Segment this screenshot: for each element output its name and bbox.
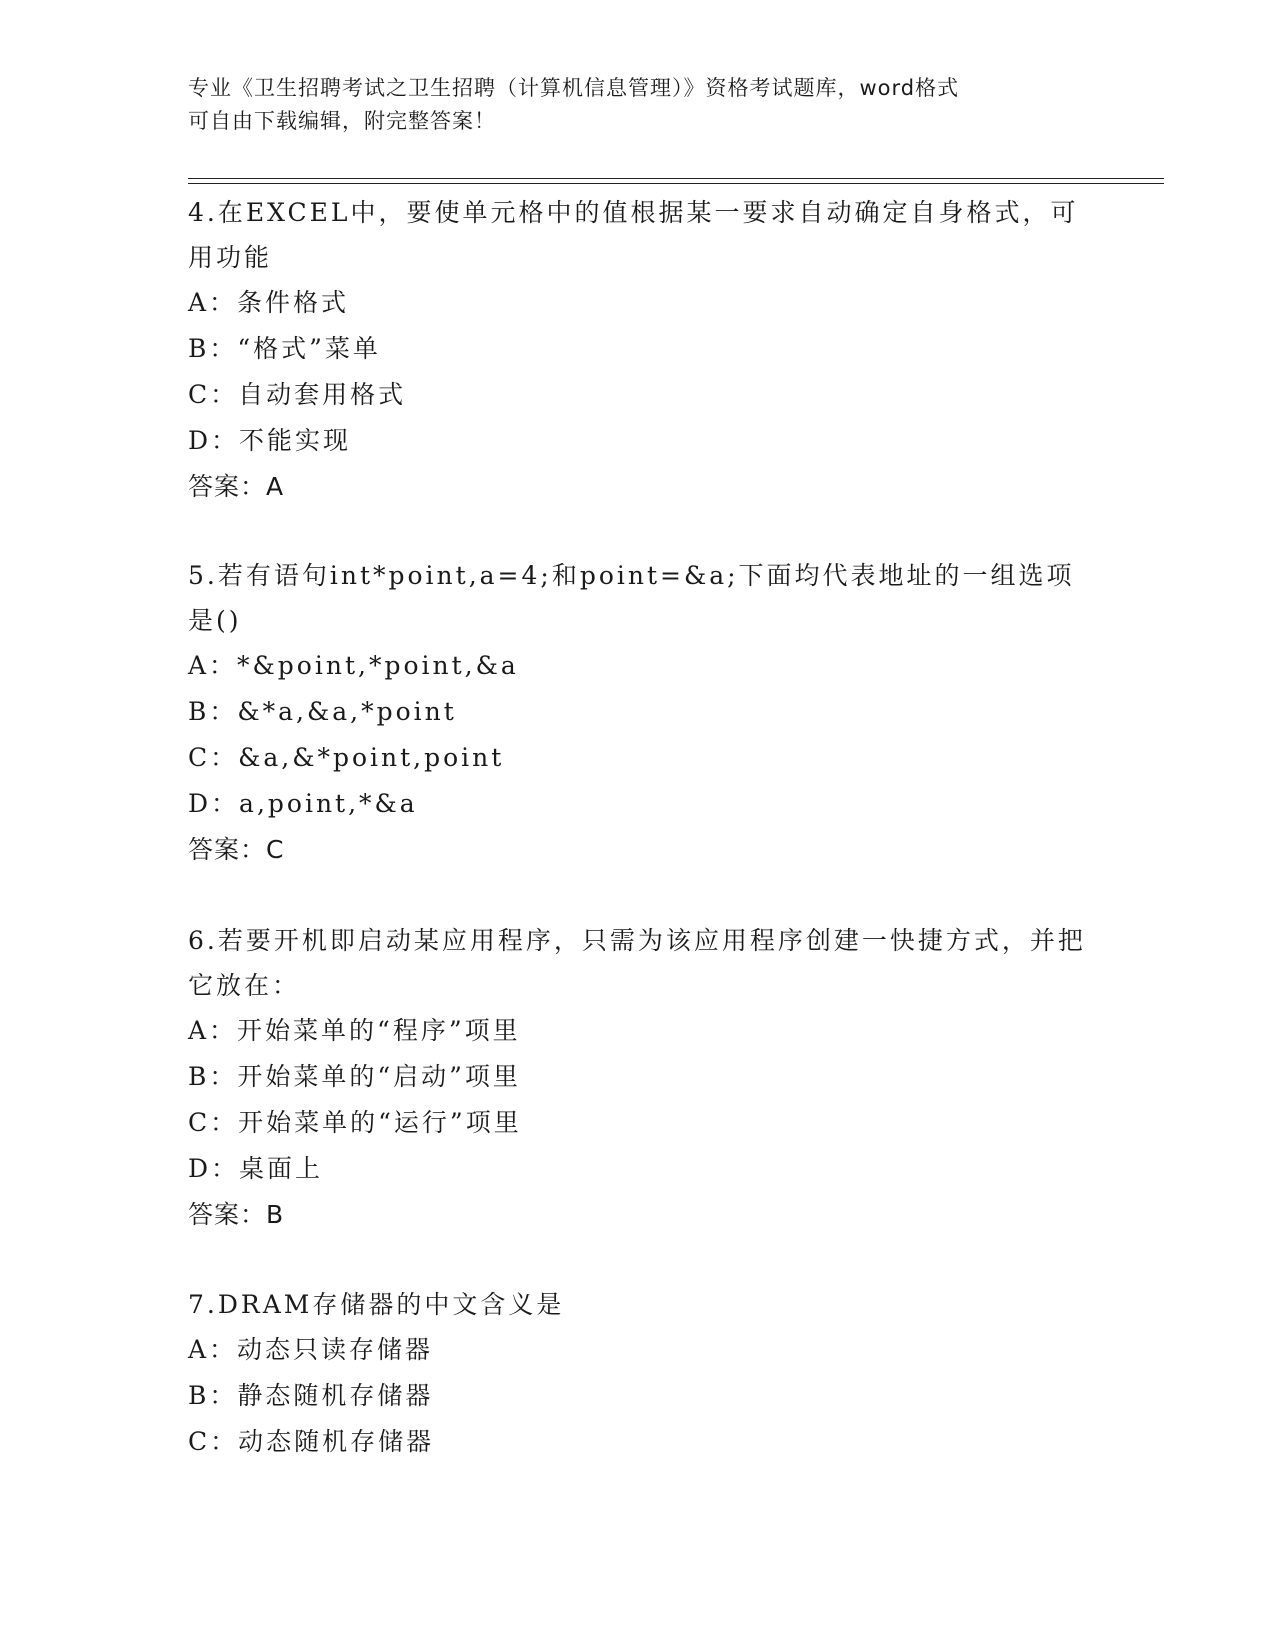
option-d: D：不能实现 — [188, 426, 352, 455]
question-stem: 6.若要开机即启动某应用程序，只需为该应用程序创建一快捷方式，并把它放在： — [188, 926, 1086, 1000]
answer-line: 答案：B — [188, 1200, 285, 1229]
question-6 — [188, 918, 1088, 1237]
document-header — [188, 72, 1088, 138]
option-c: C：开始菜单的“运行”项里 — [188, 1108, 522, 1137]
option-d: D：桌面上 — [188, 1154, 324, 1183]
header-line-1: 专业《卫生招聘考试之卫生招聘（计算机信息管理）》资格考试题库，word格式 — [188, 76, 960, 100]
option-d: D：a,point,*&a — [188, 789, 418, 818]
option-b: B：“格式”菜单 — [188, 334, 381, 363]
option-c: C：自动套用格式 — [188, 380, 407, 409]
option-c: C：动态随机存储器 — [188, 1427, 435, 1456]
question-stem: 7.DRAM存储器的中文含义是 — [188, 1290, 565, 1319]
answer-line: 答案：C — [188, 835, 285, 864]
option-a: A：条件格式 — [188, 288, 350, 317]
header-divider-bottom — [188, 183, 1164, 184]
question-stem: 5.若有语句int*point,a=4;和point=&a;下面均代表地址的一组选项是() — [188, 561, 1075, 635]
option-a: A：动态只读存储器 — [188, 1335, 434, 1364]
option-b: B：&*a,&a,*point — [188, 697, 457, 726]
answer-line: 答案：A — [188, 472, 285, 501]
option-c: C：&a,&*point,point — [188, 743, 505, 772]
question-4 — [188, 190, 1088, 509]
question-stem: 4.在EXCEL中，要使单元格中的值根据某一要求自动确定自身格式，可用功能 — [188, 198, 1079, 272]
option-b: B：开始菜单的“启动”项里 — [188, 1062, 521, 1091]
option-a: A：*&point,*point,&a — [188, 651, 519, 680]
question-7 — [188, 1282, 1088, 1465]
header-line-2: 可自由下载编辑，附完整答案！ — [188, 109, 496, 133]
option-a: A：开始菜单的“程序”项里 — [188, 1016, 521, 1045]
header-divider-top — [188, 178, 1164, 179]
option-b: B：静态随机存储器 — [188, 1381, 434, 1410]
question-5 — [188, 553, 1088, 872]
